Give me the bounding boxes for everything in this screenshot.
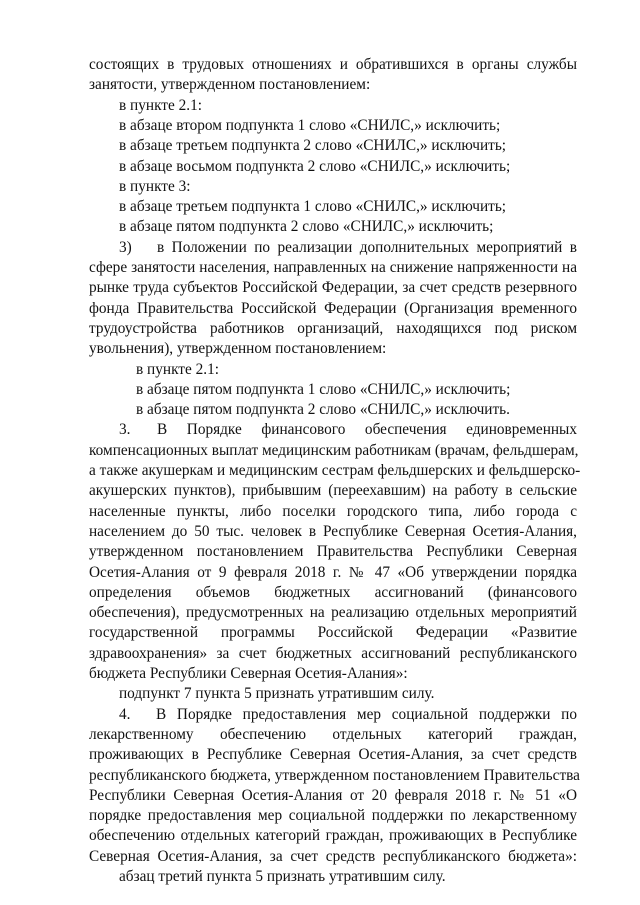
item-number: 4. [119, 706, 131, 723]
text-line: Республики Северная Осетия-Алания от 20 февраля 2018 г. № 51 «О [89, 787, 577, 804]
text-line: обеспечения), предусмотренных на реализацию отдельных мероприятий [89, 604, 577, 621]
text-line: подпункт 7 пункта 5 признать утратившим силу. [119, 685, 435, 702]
text-line: рынке труда субъектов Российской Федерации, за счет средств резервного [89, 279, 577, 296]
text-line: В Порядке финансового обеспечения единовременных [157, 421, 577, 438]
text-line: в абзаце третьем подпункта 2 слово «СНИЛС,» исключить; [119, 137, 507, 154]
text-line: в абзаце пятом подпункта 2 слово «СНИЛС,» исключить; [119, 218, 494, 235]
text-line: в абзаце пятом подпункта 1 слово «СНИЛС,» исключить; [136, 381, 511, 398]
text-line: компенсационных выплат медицинским работникам (врачам, фельдшерам, [89, 442, 579, 459]
text-line: занятости, утвержденном постановлением: [89, 76, 371, 93]
text-line: увольнения), утвержденном постановлением: [89, 340, 387, 357]
item-number: 3. [119, 421, 131, 438]
text-line: определения объемов бюджетных ассигнований (финансового [89, 584, 577, 601]
text-line: акушерских пунктов), прибывшим (переехавшим) на работу в сельские [89, 482, 577, 499]
text-line: бюджета Республики Северная Осетия-Алания»: [89, 665, 408, 682]
text-line: сфере занятости населения, направленных на снижение напряженности на [89, 259, 577, 276]
text-line: в абзаце третьем подпункта 1 слово «СНИЛС,» исключить; [119, 198, 507, 215]
text-line: проживающих в Республике Северная Осетия-Алания, за счет средств [89, 746, 577, 763]
text-line: утвержденном постановлением Правительства Республики Северная [89, 543, 577, 560]
text-line: государственной программы Российской Федерации «Развитие [89, 624, 577, 641]
text-line: обеспечению отдельных категорий граждан, проживающих в Республике [89, 827, 577, 844]
text-line: здравоохранения» за счет бюджетных ассигнований республиканского [89, 645, 577, 662]
text-line: фонда Правительства Российской Федерации (Организация временного [89, 300, 577, 317]
text-line: трудоустройства работников организаций, находящихся под риском [89, 320, 577, 337]
text-line: Северная Осетия-Алания, за счет средств республиканского бюджета»: [89, 848, 577, 865]
text-line: Осетия-Алания от 9 февраля 2018 г. № 47 «Об утверждении порядка [89, 564, 577, 581]
text-line: в Положении по реализации дополнительных мероприятий в [157, 239, 577, 256]
text-line: В Порядке предоставления мер социальной поддержки по [156, 706, 577, 723]
text-line: в пункте 3: [119, 178, 191, 195]
text-line: а также акушеркам и медицинским сестрам фельдшерских и фельдшерско- [89, 462, 581, 479]
text-line: республиканского бюджета, утвержденном постановлением Правительства [89, 767, 580, 784]
item-number: 3) [119, 239, 132, 256]
text-line: порядке предоставления мер социальной поддержки по лекарственному [89, 807, 577, 824]
text-line: абзац третий пункта 5 признать утратившим силу. [119, 868, 446, 885]
text-line: населением до 50 тыс. человек в Республике Северная Осетия-Алания, [89, 523, 577, 540]
text-line: в абзаце втором подпункта 1 слово «СНИЛС,» исключить; [119, 117, 501, 134]
text-line: лекарственному обеспечению отдельных категорий граждан, [89, 726, 577, 743]
text-line: населенные пункты, либо поселки городского типа, либо города с [89, 503, 577, 520]
text-line: в абзаце пятом подпункта 2 слово «СНИЛС,» исключить. [136, 401, 510, 418]
text-line: в пункте 2.1: [136, 361, 219, 378]
text-line: в абзаце восьмом подпункта 2 слово «СНИЛС,» исключить; [119, 158, 511, 175]
text-line: состоящих в трудовых отношениях и обратившихся в органы службы [89, 56, 577, 73]
text-line: в пункте 2.1: [119, 97, 202, 114]
